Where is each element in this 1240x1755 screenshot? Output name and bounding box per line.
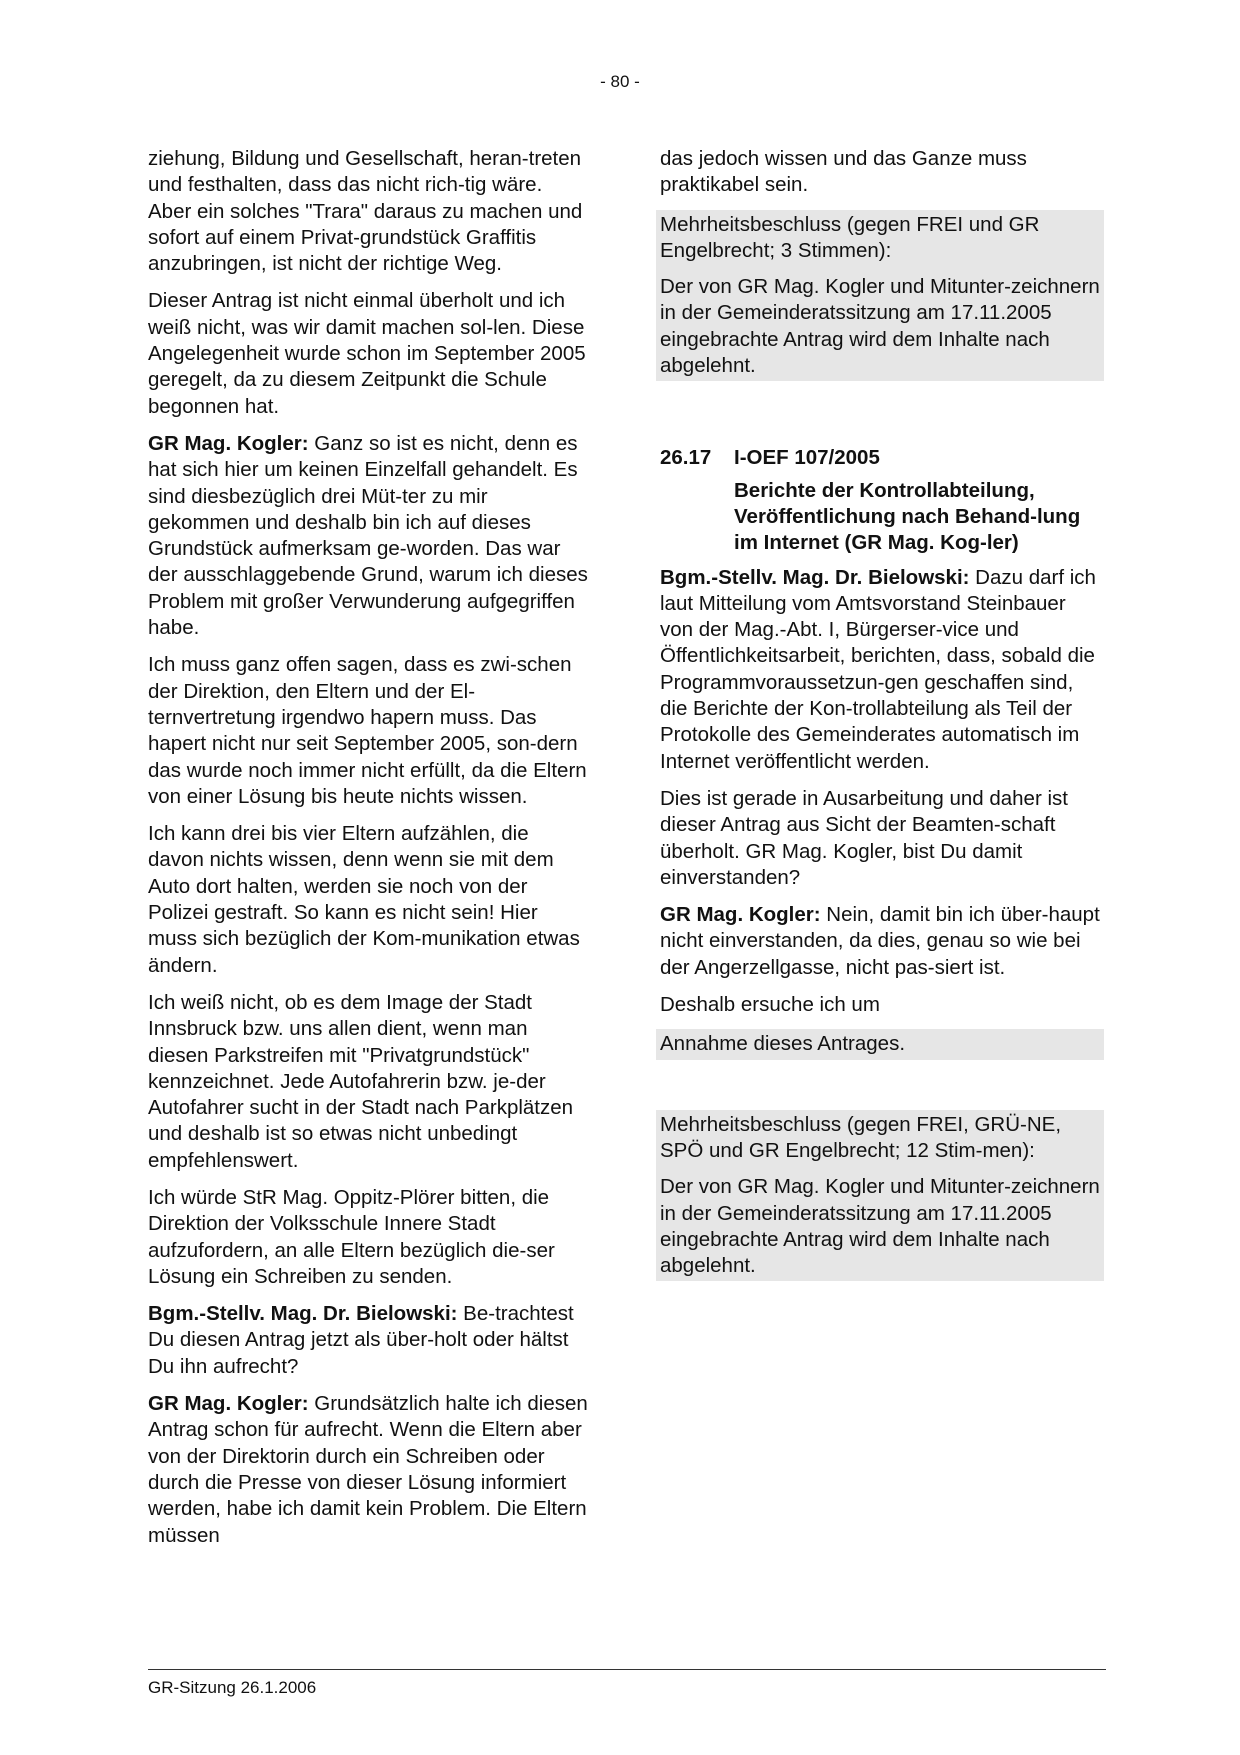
- agenda-item-number: 26.17: [660, 446, 712, 470]
- paragraph: GR Mag. Kogler: Ganz so ist es nicht, denn es hat sich hier um keinen Einzelfall gehandelt. Es sind diesbezüglich drei Müt-ter zu mir gekommen und deshalb bin ich auf dieses Grundstück aufmerksam ge-worden. Das war der ausschlaggebende Grund, warum ich dieses Problem mit großer Verwunderung aufgegriffen habe.: [148, 431, 588, 640]
- continuation-paragraph: das jedoch wissen und das Ganze muss praktikabel sein.: [660, 147, 1027, 197]
- decision-text: Der von GR Mag. Kogler und Mitunter-zeichnern in der Gemeinderatssitzung am 17.11.2005 eingebrachte Antrag wird dem Inhalte nach abgelehnt.: [660, 1175, 1100, 1278]
- paragraph: GR Mag. Kogler: Grundsätzlich halte ich diesen Antrag schon für aufrecht. Wenn die Eltern aber von der Direktorin durch ein Schreiben oder durch die Presse von dieser Lösung informiert werden, habe ich damit kein Problem. Die Eltern müssen: [148, 1392, 588, 1547]
- decision-text: Der von GR Mag. Kogler und Mitunter-zeichnern in der Gemeinderatssitzung am 17.11.2005 eingebrachte Antrag wird dem Inhalte nach abgelehnt.: [660, 275, 1100, 378]
- vote-result: Mehrheitsbeschluss (gegen FREI und GR Engelbrecht; 3 Stimmen):: [660, 212, 1040, 262]
- vote-result: Mehrheitsbeschluss (gegen FREI, GRÜ-NE, SPÖ und GR Engelbrecht; 12 Stim-men):: [660, 1112, 1062, 1162]
- agenda-item-code: I-OEF 107/2005: [734, 446, 880, 470]
- decision-box: [656, 210, 1104, 382]
- right-column: [660, 146, 1100, 1281]
- motion-box: [656, 1029, 1104, 1059]
- speaker-name: GR Mag. Kogler:: [148, 1392, 309, 1416]
- paragraph: Bgm.-Stellv. Mag. Dr. Bielowski: Be-trachtest Du diesen Antrag jetzt als über-holt oder hältst Du ihn aufrecht?: [148, 1302, 574, 1378]
- speaker-name: Bgm.-Stellv. Mag. Dr. Bielowski:: [660, 565, 970, 589]
- motion-text: Annahme dieses Antrages.: [660, 1032, 906, 1056]
- speaker-name: GR Mag. Kogler:: [660, 903, 821, 927]
- footer-divider: [148, 1669, 1106, 1670]
- paragraph: Deshalb ersuche ich um: [660, 993, 880, 1017]
- paragraph: GR Mag. Kogler: Nein, damit bin ich über-haupt nicht einverstanden, da dies, genau so wie bei der Angerzellgasse, nicht pas-siert ist.: [660, 903, 1100, 979]
- agenda-item-heading: [660, 445, 1100, 556]
- paragraph: Ich muss ganz offen sagen, dass es zwi-schen der Direktion, den Eltern und der El-ternvertretung irgendwo hapern muss. Das hapert nicht nur seit September 2005, son-dern das wurde noch immer nicht erfüllt, da die Eltern von einer Lösung bis heute nichts wissen.: [148, 653, 587, 808]
- agenda-item-title: Berichte der Kontrollabteilung, Veröffentlichung nach Behand-lung im Internet (GR Mag. Kog-ler): [734, 478, 1081, 555]
- footer-text: GR-Sitzung 26.1.2006: [148, 1678, 317, 1697]
- speaker-name: GR Mag. Kogler:: [148, 431, 309, 455]
- paragraph: ziehung, Bildung und Gesellschaft, heran-treten und festhalten, dass das nicht rich-tig wäre. Aber ein solches "Trara" daraus zu machen und sofort auf einem Privat-grundstück Graffitis anzubringen, ist nicht der richtige Weg.: [148, 147, 583, 276]
- paragraph: Ich würde StR Mag. Oppitz-Plörer bitten, die Direktion der Volksschule Innere Stadt aufzufordern, an alle Eltern bezüglich die-ser Lösung ein Schreiben zu senden.: [148, 1185, 555, 1288]
- paragraph: Dieser Antrag ist nicht einmal überholt und ich weiß nicht, was wir damit machen sol-len. Diese Angelegenheit wurde schon im September 2005 geregelt, da zu diesem Zeitpunkt die Schule begonnen hat.: [148, 289, 586, 418]
- paragraph: Ich weiß nicht, ob es dem Image der Stadt Innsbruck bzw. uns allen dient, wenn man diesen Parkstreifen mit "Privatgrundstück" kennzeichnet. Jede Autofahrerin bzw. je-der Autofahrer sucht in der Stadt nach Parkplätzen und deshalb ist so etwas nicht unbedingt empfehlenswert.: [148, 990, 574, 1172]
- left-column: [148, 146, 588, 1560]
- paragraph: Dies ist gerade in Ausarbeitung und daher ist dieser Antrag aus Sicht der Beamten-schaft überholt. GR Mag. Kogler, bist Du damit einverstanden?: [660, 786, 1068, 889]
- paragraph: Ich kann drei bis vier Eltern aufzählen, die davon nichts wissen, denn wenn sie mit dem Auto dort halten, werden sie noch von der Polizei gestraft. So kann es nicht sein! Hier muss sich bezüglich der Kom-munikation etwas ändern.: [148, 822, 580, 977]
- speaker-name: Bgm.-Stellv. Mag. Dr. Bielowski:: [148, 1302, 458, 1326]
- paragraph: Bgm.-Stellv. Mag. Dr. Bielowski: Dazu darf ich laut Mitteilung vom Amtsvorstand Steinbauer von der Mag.-Abt. I, Bürgerser-vice und Öffentlichkeitsarbeit, berichten, dass, sobald die Programmvoraussetzun-gen geschaffen sind, die Berichte der Kon-trollabteilung als Teil der Protokolle des Gemeinderates automatisch im Internet veröffentlicht werden.: [660, 565, 1096, 773]
- decision-box: [656, 1110, 1104, 1282]
- page-number: - 80 -: [600, 72, 640, 91]
